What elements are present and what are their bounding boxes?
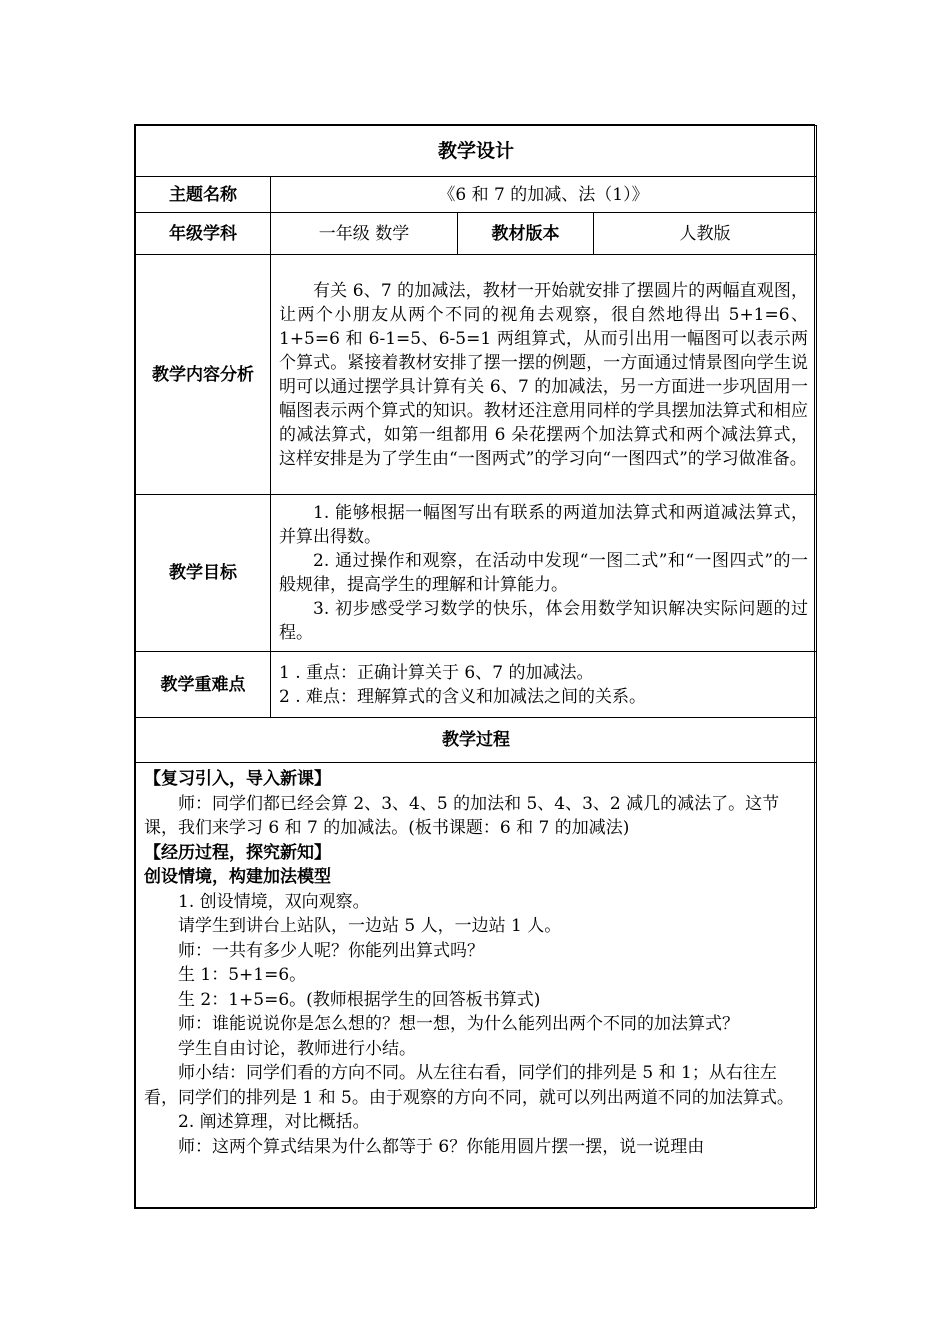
process-title: 教学过程 [136,718,817,763]
process-line: 生 1：5+1=6。 [178,965,307,985]
objective-item: 1. 能够根据一幅图写出有联系的两道加法算式和两道减法算式，并算出得数。 [279,503,809,547]
subsection-heading: 创设情境，构建加法模型 [144,867,331,887]
process-line: 师：谁能说说你是怎么想的？想一想，为什么能列出两个不同的加法算式？ [178,1014,739,1034]
keypoints-cell [271,652,817,718]
grade-value: 一年级 数学 [271,213,458,255]
objective-item: 3. 初步感受学习数学的快乐，体会用数学知识解决实际问题的过程。 [279,599,809,643]
objective-item: 2. 通过操作和观察，在活动中发现“一图二式”和“一图四式”的一般规律，提高学生的理解和计算能力。 [279,551,809,595]
keypoint-item: 2 . 难点：理解算式的含义和加减法之间的关系。 [279,686,647,707]
section-heading: 【经历过程，探究新知】 [144,842,331,863]
topic-value: 《6 和 7 的加减、法（1）》 [271,177,817,213]
process-line: 请学生到讲台上站队，一边站 5 人，一边站 1 人。 [178,916,562,936]
edition-label: 教材版本 [458,213,594,255]
topic-label: 主题名称 [136,177,271,213]
edition-value: 人教版 [594,213,817,255]
keypoints-label: 教学重难点 [136,652,271,718]
objectives-label: 教学目标 [136,495,271,652]
process-paragraph: 师：同学们都已经会算 2、3、4、5 的加法和 5、4、3、2 减几的减法了。这节课，我们来学习 6 和 7 的加减法。(板书课题：6 和 7 的加减法) [144,793,780,838]
section-heading: 【复习引入，导入新课】 [144,769,331,789]
process-line: 2. 阐述算理，对比概括。 [178,1112,370,1132]
process-line: 师：这两个算式结果为什么都等于 6？你能用圆片摆一摆，说一说理由 [178,1136,705,1157]
analysis-label: 教学内容分析 [136,255,271,495]
keypoint-item: 1 . 重点：正确计算关于 6、7 的加减法。 [279,662,594,683]
objectives-cell [271,495,817,652]
process-line: 1. 创设情境，双向观察。 [178,891,370,912]
process-body [136,763,817,1208]
lesson-plan-table [134,124,815,1209]
process-line: 生 2：1+5=6。(教师根据学生的回答板书算式) [178,989,541,1010]
document-title: 教学设计 [136,126,817,177]
process-line: 学生自由讨论，教师进行小结。 [178,1038,416,1059]
analysis-cell [271,255,817,495]
process-line: 师：一共有多少人呢？你能列出算式吗？ [178,940,484,961]
analysis-text: 有关 6、7 的加减法，教材一开始就安排了摆圆片的两幅直观图，让两个小朋友从两个不同的视角去观察，很自然地得出 5+1=6、1+5=6 和 6-1=5、6-5=1 两组算式，从而引出用一幅图可以表示两个算式。紧接着教材安排了摆一摆的例题，一方面通过情景图向学生说明可以通过摆学具计算有关 6、7 的加减法，另一方面进一步巩固用一幅图表示两个算式的知识。教材还注意用同样的学具摆加法算式和相应的减法算式，如第一组都用 6 朵花摆两个加法算式和两个减法算式，这样安排是为了学生由“一图两式”的学习向“一图四式”的学习做准备。 [279,280,809,469]
process-line: 师小结：同学们看的方向不同。从左往右看，同学们的排列是 5 和 1；从右往左看，同学们的排列是 1 和 5。由于观察的方向不同，就可以列出两道不同的加法算式。 [144,1063,794,1108]
grade-label: 年级学科 [136,213,271,255]
